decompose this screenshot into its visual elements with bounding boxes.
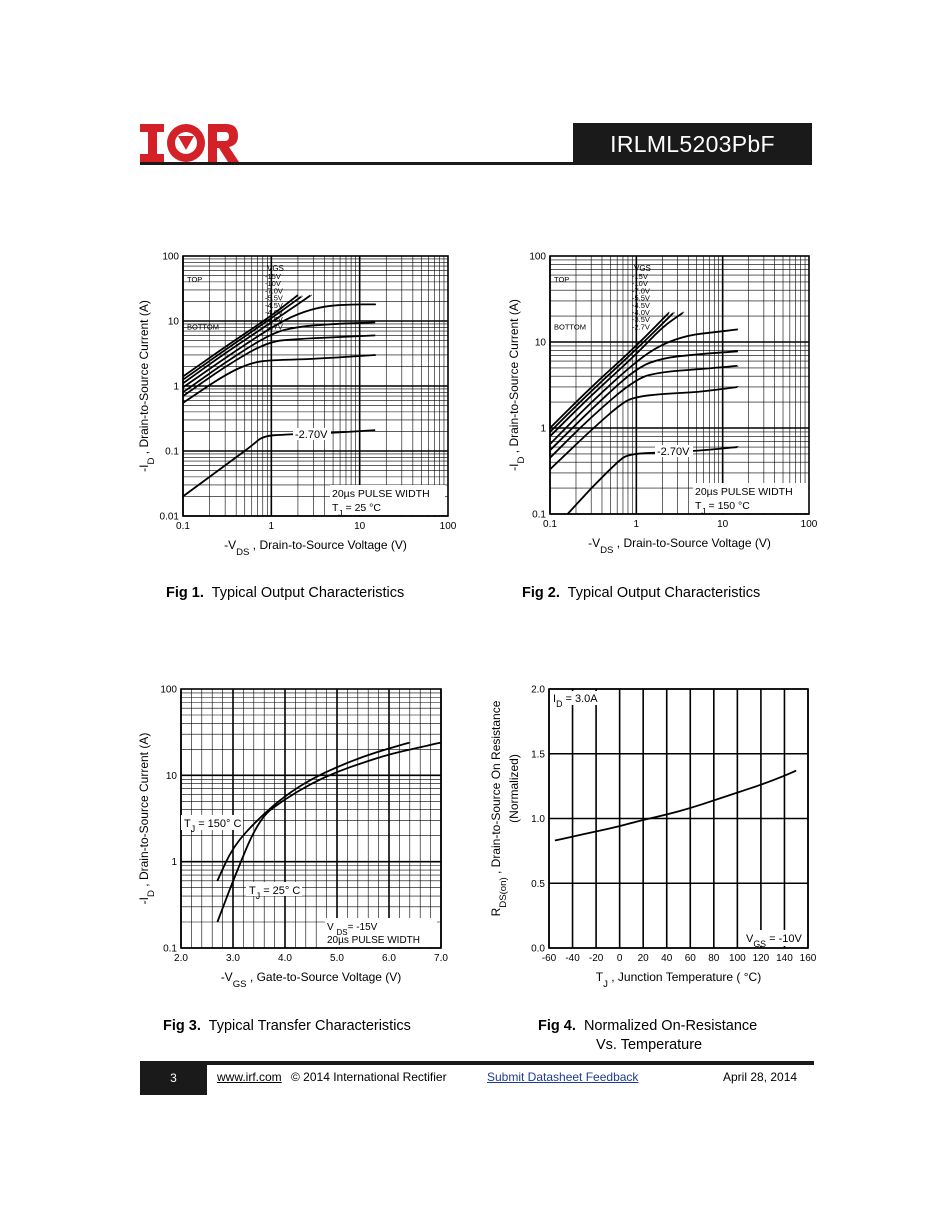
fig2-caption-label: Fig 2. [522,585,560,601]
label-tj150: $T_J = 150^\circ$ C [184,818,242,834]
x-tick-label: 80 [708,953,720,964]
x-tick-label: 10 [354,521,366,532]
x-tick-label: -20 [588,953,604,964]
feedback-link[interactable]: Submit Datasheet Feedback [487,1070,639,1084]
x-tick-label: 60 [684,953,696,964]
note-line2: $T_J = 150$ °C [695,500,750,516]
y-tick-label: 10 [165,770,177,782]
x-tick-label: 120 [752,953,770,964]
part-number: IRLML5203PbF [573,123,812,165]
fig2-caption-text: Typical Output Characteristics [567,585,761,601]
legend-bottom: BOTTOM [187,322,219,332]
note-line2: $T_J = 25$ °C [332,502,381,518]
x-tick-label: 0 [616,953,623,964]
fig2-chart [490,245,840,565]
fig3-caption-text: Typical Transfer Characteristics [208,1018,411,1034]
x-tick-label: 1 [268,521,275,532]
y-axis-title: $-I_D$ , Drain-to-Source Current (A) [507,299,527,471]
website-link[interactable]: www.irf.com [217,1070,282,1084]
y-axis-title: $-I_D$ , Drain-to-Source Current (A) [137,300,157,472]
note-line1: 20µs PULSE WIDTH [332,488,430,500]
label-tj25: $T_J = 25^\circ$ C [249,885,301,901]
fig3-caption-label: Fig 3. [163,1018,201,1034]
fig4-caption-label: Fig 4. [538,1018,576,1034]
legend-item: -3.5V [265,315,283,325]
fig4-caption-line2: Vs. Temperature [596,1037,703,1053]
x-axis-title: $T_J$ , Junction Temperature ( °C) [595,970,762,990]
y-axis-title-2: (Normalized) [507,754,521,823]
legend-header: VGS [634,264,651,273]
vgs-label: $V_{GS} = -10V$ [746,933,802,949]
x-tick-label: -60 [541,953,557,964]
fig2-caption [522,585,760,601]
ir-logo [140,122,240,164]
legend-item: -10V [265,279,281,289]
x-tick-label: 100 [729,953,746,964]
x-tick-label: 6.0 [382,953,396,964]
legend-item: -4.0V [265,308,283,317]
fig3-caption [163,1018,411,1034]
footer-rule [140,1061,814,1065]
x-tick-label: 5.0 [330,953,344,964]
x-axis-title: $-V_{DS}$ , Drain-to-Source Voltage (V) [224,538,407,558]
legend-item: -5.5V [265,293,283,303]
series-line [183,335,375,396]
note-line1: V $_{DS}$= -15V [327,922,378,937]
x-tick-label: 140 [776,953,793,964]
legend-item: -4.5V [265,300,283,310]
legend-header: VGS [267,264,284,273]
y-tick-label: 100 [162,251,179,263]
y-tick-label: 0.1 [532,509,546,521]
y-tick-label: 2.0 [531,684,545,696]
x-axis-title: $-V_{GS}$ , Gate-to-Source Voltage (V) [220,970,402,990]
note-line1: 20µs PULSE WIDTH [695,486,793,498]
legend-item: -4.0V [632,308,650,317]
y-tick-label: 1 [540,423,546,435]
x-axis-title: $-V_{DS}$ , Drain-to-Source Voltage (V) [588,536,771,556]
series-line [217,743,409,881]
plot-frame [550,256,809,514]
fig1-chart [120,245,470,565]
copyright: © 2014 International Rectifier [291,1070,447,1084]
legend-item: -2.7V [632,322,650,332]
y-tick-label: 1 [171,857,177,869]
y-tick-label: 0.01 [159,511,179,523]
fig1-caption-label: Fig 1. [166,585,204,601]
x-tick-label: 1 [633,519,640,530]
x-tick-label: 0.1 [543,519,557,530]
legend-item: -2.7V [265,322,283,332]
x-tick-label: 0.1 [176,521,190,532]
fig4-caption-text: Normalized On-Resistance [583,1018,758,1034]
x-tick-label: 10 [717,519,729,530]
id-label: $I_D = 3.0A$ [553,693,598,709]
y-tick-label: 0.1 [165,446,179,458]
legend-item: -4.5V [632,300,650,310]
legend-item: -3.5V [632,315,650,325]
legend-item: -15V [632,272,648,281]
y-tick-label: 0.5 [531,878,545,890]
fig4-chart [480,678,830,998]
page-number: 3 [140,1065,207,1095]
legend-item: -7.0V [632,286,650,296]
y-tick-label: 100 [160,684,177,696]
curve-annotation: -2.70V [657,446,690,458]
legend-top: TOP [187,275,203,284]
x-tick-label: 100 [800,519,818,530]
x-tick-label: 3.0 [226,953,240,964]
x-tick-label: 7.0 [434,953,448,964]
y-tick-label: 10 [534,337,546,349]
legend-item: -7.0V [265,286,283,296]
x-tick-label: 100 [439,521,457,532]
note-line2: 20µs PULSE WIDTH [327,935,421,946]
curve-annotation: -2.70V [295,429,328,441]
fig1-caption [166,585,404,601]
y-tick-label: 100 [529,251,546,263]
x-tick-label: 20 [637,953,649,964]
y-axis-title: $R_{DS(on)}$ , Drain-to-Source On Resistance [489,700,509,917]
y-tick-label: 0.0 [531,943,545,955]
x-tick-label: 160 [799,953,817,964]
x-tick-label: 4.0 [278,953,292,964]
y-tick-label: 1 [173,381,179,393]
series-line [550,366,738,458]
fig4-caption [538,1018,757,1034]
series-line [555,771,796,841]
x-tick-label: 2.0 [174,953,188,964]
x-tick-label: -40 [565,953,580,964]
legend-item: -10V [632,279,648,289]
y-tick-label: 0.1 [163,943,177,955]
x-tick-label: 40 [661,953,673,964]
footer-date: April 28, 2014 [723,1070,798,1084]
y-tick-label: 1.0 [531,814,545,825]
y-tick-label: 10 [167,316,179,328]
legend-item: -15V [265,272,281,281]
legend-bottom: BOTTOM [554,322,586,332]
fig3-chart [120,678,470,998]
y-axis-title: $-I_D$ , Drain-to-Source Current (A) [137,732,157,905]
legend-item: -5.5V [632,293,650,303]
y-tick-label: 1.5 [531,749,545,761]
legend-top: TOP [554,275,570,284]
fig1-caption-text: Typical Output Characteristics [211,585,405,601]
